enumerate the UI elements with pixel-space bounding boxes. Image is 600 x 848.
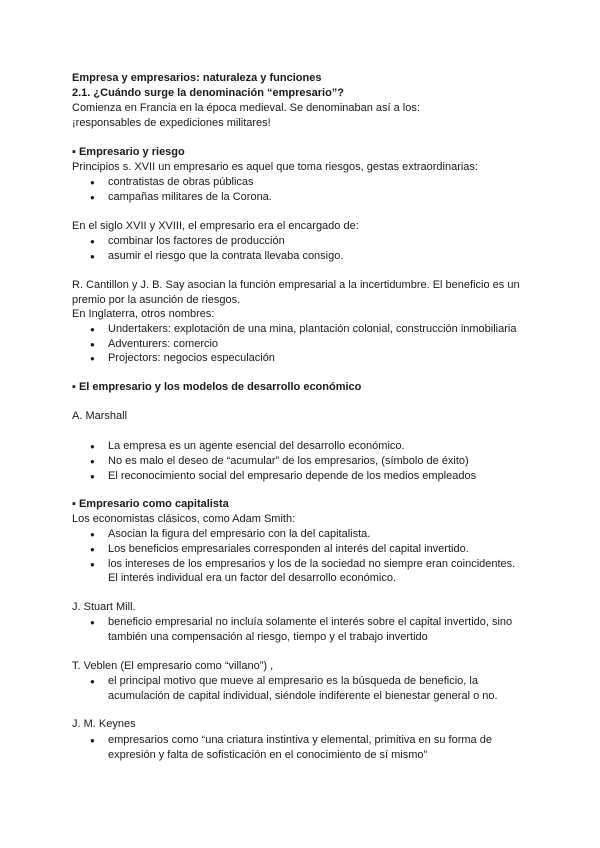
bullet-icon: ● xyxy=(90,677,95,686)
list-item: empresarios como “una criatura instintiva y elemental, primitiva en su forma de xyxy=(108,734,492,746)
heading-text: El empresario y los modelos de desarrollo económico xyxy=(78,381,362,393)
section-marker: ▪ xyxy=(72,498,76,510)
paragraph: En el siglo XVII y XVIII, el empresario era el encargado de: xyxy=(72,220,359,232)
bullet-icon: ● xyxy=(90,237,95,246)
heading-text: Empresario como capitalista xyxy=(78,498,229,510)
section-marker: ▪ xyxy=(72,146,76,158)
author-mill: J. Stuart Mill. xyxy=(72,601,136,613)
heading-empresario-riesgo xyxy=(72,145,185,160)
paragraph-line: En Inglaterra, otros nombres: xyxy=(72,308,215,320)
list-item: La empresa es un agente esencial del desarrollo económico. xyxy=(108,440,405,452)
list-item: Asocian la figura del empresario con la del capitalista. xyxy=(108,528,371,540)
bullet-icon: ● xyxy=(90,193,95,202)
bullet-icon: ● xyxy=(90,618,95,627)
section-marker: ▪ xyxy=(72,381,76,393)
list-item: combinar los factores de producción xyxy=(108,235,285,247)
bullet-icon: ● xyxy=(90,354,95,363)
author-veblen: T. Veblen (El empresario como “villano”) , xyxy=(72,660,274,672)
list-item-continuation: El interés individual era un factor del desarrollo económico. xyxy=(108,572,396,584)
list-item-continuation: acumulación de capital individual, siéndole indiferente el bienestar general o no. xyxy=(108,690,498,702)
author-keynes: J. M. Keynes xyxy=(72,718,136,730)
bullet-icon: ● xyxy=(90,560,95,569)
heading-desarrollo-economico xyxy=(72,380,361,395)
intro-line-2: ¡responsables de expediciones militares! xyxy=(72,117,271,129)
paragraph: Principios s. XVII un empresario es aquel que toma riesgos, gestas extraordinarias: xyxy=(72,161,478,173)
bullet-icon: ● xyxy=(90,252,95,261)
document-title: Empresa y empresarios: naturaleza y funciones xyxy=(72,72,322,84)
bullet-icon: ● xyxy=(90,442,95,451)
list-item: el principal motivo que mueve al empresario es la búsqueda de beneficio, la xyxy=(108,675,478,687)
list-item: El reconocimiento social del empresario depende de los medios empleados xyxy=(108,470,477,482)
bullet-icon: ● xyxy=(90,325,95,334)
list-item: beneficio empresarial no incluía solamente el interés sobre el capital invertido, sino xyxy=(108,616,513,628)
paragraph-line: premio por la asunción de riesgos. xyxy=(72,294,241,306)
bullet-icon: ● xyxy=(90,457,95,466)
list-item: asumir el riesgo que la contrata llevaba consigo. xyxy=(108,250,344,262)
heading-text: Empresario y riesgo xyxy=(78,146,185,158)
bullet-icon: ● xyxy=(90,178,95,187)
list-item: Undertakers: explotación de una mina, plantación colonial, construcción inmobiliaria xyxy=(108,323,517,335)
intro-line-1: Comienza en Francia en la época medieval. Se denominaban así a los: xyxy=(72,102,420,114)
list-item: Los beneficios empresariales corresponden al interés del capital invertido. xyxy=(108,543,469,555)
bullet-icon: ● xyxy=(90,736,95,745)
paragraph: Los economistas clásicos, como Adam Smith: xyxy=(72,513,296,525)
list-item: Projectors: negocios especulación xyxy=(108,352,275,364)
list-item-continuation: expresión y falta de sofisticación en el conocimiento de sí mismo” xyxy=(108,749,428,761)
author-marshall: A. Marshall xyxy=(72,410,128,422)
list-item: campañas militares de la Corona. xyxy=(108,191,272,203)
section-subtitle: 2.1. ¿Cuándo surge la denominación “empresario”? xyxy=(72,87,345,99)
heading-capitalista xyxy=(72,497,229,512)
list-item: contratistas de obras públicas xyxy=(108,176,254,188)
paragraph-line: R. Cantillon y J. B. Say asocian la función empresarial a la incertidumbre. El beneficio es un xyxy=(72,279,520,291)
list-item-continuation: también una compensación al riesgo, tiempo y el trabajo invertido xyxy=(108,631,428,643)
list-item: Adventurers: comercio xyxy=(108,338,219,350)
bullet-icon: ● xyxy=(90,530,95,539)
bullet-icon: ● xyxy=(90,340,95,349)
list-item: los intereses de los empresarios y los de la sociedad no siempre eran coincidentes. xyxy=(108,558,516,570)
bullet-icon: ● xyxy=(90,545,95,554)
bullet-icon: ● xyxy=(90,472,95,481)
list-item: No es malo el deseo de “acumular” de los empresarios, (símbolo de éxito) xyxy=(108,455,469,467)
